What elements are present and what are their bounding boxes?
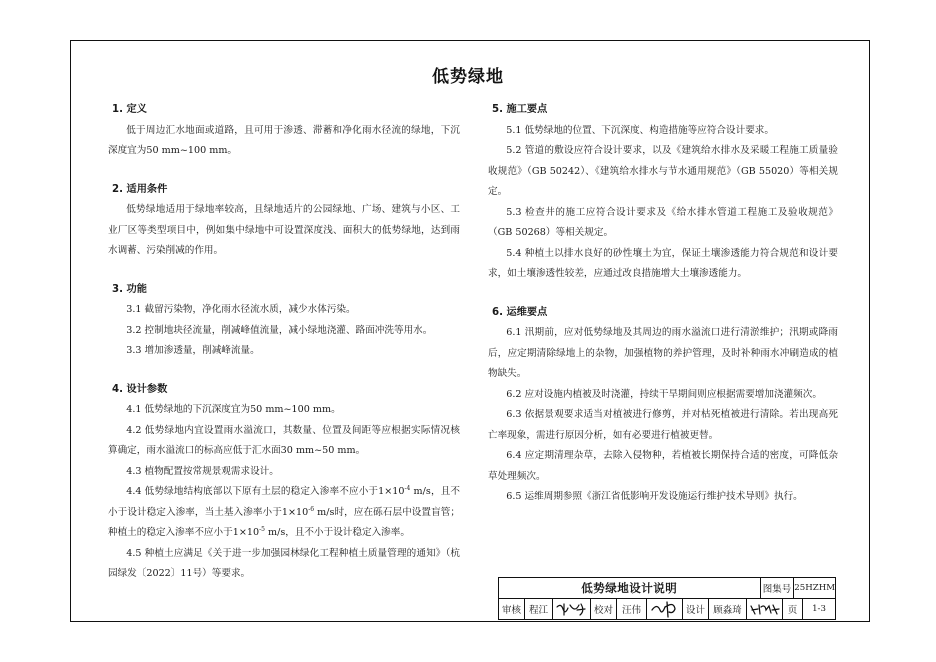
designer-name: 顾淼琦 [709,599,747,619]
checker-name: 汪伟 [617,599,647,619]
right-column [488,100,838,508]
left-column [108,100,460,585]
section-title: 5. 施工要点 [492,104,548,115]
drawing-title: 低势绿地设计说明 [499,578,761,598]
section-title: 4. 设计参数 [112,383,168,395]
title-block-row [499,599,835,619]
paragraph: 6.1 汛期前，应对低势绿地及其周边的雨水溢流口进行清淤维护；汛期或降雨后，应定期清除绿地上的杂物，加强植物的养护管理，及时补种雨水冲刷造成的植物缺失。 [488,327,838,379]
text-segment: m/s，且不小于设计稳定入渗率。 [264,527,410,538]
paragraph: 5.1 低势绿地的位置、下沉深度、构造措施等应符合设计要求。 [506,124,774,136]
section-title: 3. 功能 [112,283,147,295]
page-number: 1-3 [812,604,826,614]
reviewer-signature [553,599,591,619]
checker-signature [647,599,683,619]
exponent: -6 [308,505,315,513]
page-label: 页 [783,599,803,619]
section-construction [488,100,838,285]
paragraph: 4.5 种植土应满足《关于进一步加强园林绿化工程种植土质量管理的通知》（杭园绿发〔2022〕11号）等要求。 [108,547,460,579]
text-segment: m/s，且不小于设计稳定入渗率，当土基入渗率小于1×10 [108,486,460,518]
paragraph: 3.2 控制地块径流量，削减峰值流量，减小绿地浇灌、路面冲洗等用水。 [126,324,433,336]
text-segment: m/s时，应在砾石层中设置盲管；种植土的稳定入渗率不应小于1×10 [108,506,460,538]
paragraph: 4.2 低势绿地内宜设置雨水溢流口，其数量、位置及间距等应根据实际情况核算确定，雨水溢流口的标高应低于汇水面30 mm~50 mm。 [108,424,460,456]
section-title: 2. 适用条件 [112,183,168,195]
section-functions [108,280,460,362]
section-maintenance [488,303,838,508]
paragraph: 低势绿地适用于绿地率较高，且绿地适片的公园绿地、广场、建筑与小区、工业厂区等类型项目中，例如集中绿地中可设置深度浅、面积大的低势绿地，达到雨水调蓄、污染削减的作用。 [108,204,460,256]
paragraph: 低于周边汇水地面或道路，且可用于渗透、滞蓄和净化雨水径流的绿地，下沉深度宜为50 mm~100 mm。 [108,124,460,156]
exponent: -4 [404,484,411,492]
paragraph: 5.4 种植土以排水良好的砂性壤土为宜，保证土壤渗透能力符合规范和设计要求，如土壤渗透性较差，应通过改良措施增大土壤渗透能力。 [488,247,838,279]
designer-signature [747,599,783,619]
exponent: -5 [259,525,265,533]
section-title: 1. 定义 [112,104,147,115]
title-block-row [499,578,835,599]
text-segment: 4.4 低势绿地结构底部以下原有土层的稳定入渗率不应小于1×10 [126,486,405,497]
page-title: 低势绿地 [432,67,504,87]
paragraph: 3.1 截留污染物，净化雨水径流水质，减少水体污染。 [126,304,356,315]
reviewer-name: 程江 [525,599,553,619]
section-title: 6. 运维要点 [492,306,548,318]
atlas-number-label: 图集号 [761,578,795,598]
atlas-number: 25HZHM [794,583,835,593]
paragraph: 4.1 低势绿地的下沉深度宜为50 mm~100 mm。 [126,404,341,415]
paragraph: 3.3 增加渗透量，削减峰流量。 [126,345,260,356]
title-block [498,577,836,620]
check-label: 校对 [591,599,617,619]
section-definition [108,100,460,162]
review-label: 审核 [499,599,525,619]
paragraph: 6.2 应对设施内植被及时浇灌，持续干旱期间则应根据需要增加浇灌频次。 [506,388,822,400]
paragraph: 5.2 管道的敷设应符合设计要求，以及《建筑给水排水及采暖工程施工质量验收规范》（GB 50242）、《建筑给水排水与节水通用规范》（GB 55020）等相关规定。 [488,145,838,197]
paragraph: 4.3 植物配置按常规景观需求设计。 [126,465,279,477]
section-applicability [108,180,460,262]
section-design-parameters [108,380,460,585]
paragraph: 5.3 检查井的施工应符合设计要求及《给水排水管道工程施工及验收规范》（GB 50268）等相关规定。 [488,206,838,238]
paragraph: 6.4 应定期清理杂草，去除入侵物种，若植被长期保持合适的密度，可降低杂草处理频次。 [488,450,838,482]
paragraph: 6.3 依据景观要求适当对植被进行修剪，并对枯死植被进行清除。若出现高死亡率现象，需进行原因分析，如有必要进行植被更替。 [488,409,838,441]
design-label: 设计 [683,599,709,619]
paragraph: 6.5 运维周期参照《浙江省低影响开发设施运行维护技术导则》执行。 [506,491,803,502]
paragraph-infiltration-rate [108,482,460,544]
